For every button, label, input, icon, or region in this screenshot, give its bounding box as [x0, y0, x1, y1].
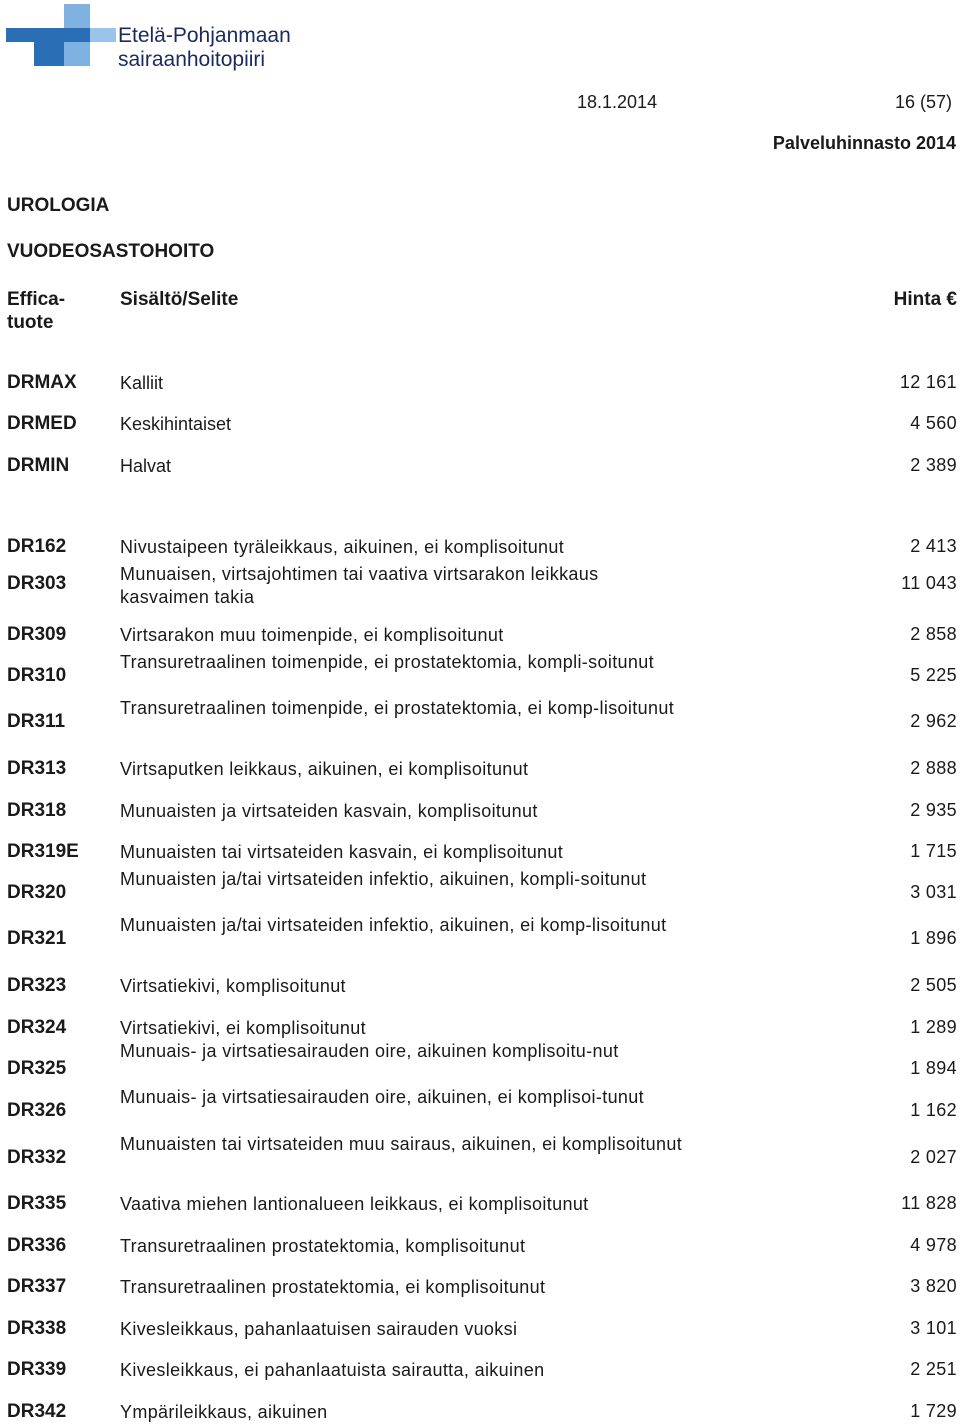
row-price: 11 828	[901, 1193, 957, 1213]
row-price: 4 560	[910, 413, 957, 433]
page-number: 16 (57)	[894, 92, 952, 112]
row-price: 2 935	[910, 800, 957, 820]
row-code: DR318	[7, 800, 67, 821]
row-code: DR336	[7, 1235, 67, 1256]
row-desc: Nivustaipeen tyräleikkaus, aikuinen, ei komplisoitunut	[120, 537, 565, 557]
row-code: DR319E	[7, 841, 79, 862]
row-code: DRMAX	[7, 372, 77, 393]
row-price: 2 962	[910, 711, 957, 731]
row-desc: Munuaisen, virtsajohtimen tai vaativa virtsarakon leikkaus kasvaimen takia	[120, 564, 599, 607]
row-code: DR332	[7, 1147, 67, 1168]
row-code: DR310	[7, 665, 67, 686]
row-price: 1 162	[910, 1100, 957, 1120]
row-desc: Ympärileikkaus, aikuinen	[120, 1402, 328, 1422]
row-desc: Transuretraalinen toimenpide, ei prostatektomia, kompli-soitunut	[120, 652, 654, 672]
row-price: 2 888	[910, 758, 957, 778]
row-code: DR324	[7, 1017, 67, 1038]
row-desc: Transuretraalinen prostatektomia, komplisoitunut	[120, 1236, 526, 1256]
row-desc: Munuaisten ja/tai virtsateiden infektio, aikuinen, ei komp-lisoitunut	[120, 915, 667, 935]
row-desc: Keskihintaiset	[120, 414, 232, 434]
row-price: 2 858	[910, 624, 957, 644]
row-code: DR303	[7, 573, 67, 594]
row-code: DR339	[7, 1359, 67, 1380]
row-desc: Munuaisten tai virtsateiden muu sairaus, aikuinen, ei komplisoitunut	[120, 1134, 683, 1154]
row-price: 4 978	[910, 1235, 957, 1255]
row-price: 3 031	[910, 882, 957, 902]
row-code: DR326	[7, 1100, 67, 1121]
row-desc: Kivesleikkaus, ei pahanlaatuista sairautta, aikuinen	[120, 1360, 545, 1380]
row-desc: Virtsarakon muu toimenpide, ei komplisoitunut	[120, 625, 504, 645]
row-price: 11 043	[901, 573, 957, 593]
row-desc: Virtsatiekivi, komplisoitunut	[120, 976, 346, 996]
row-desc: Munuaisten ja/tai virtsateiden infektio, aikuinen, kompli-soitunut	[120, 869, 647, 889]
row-price: 5 225	[910, 665, 957, 685]
row-price: 1 715	[910, 841, 957, 861]
hospital-district-logo	[6, 4, 326, 71]
logo-line-2: sairaanhoitopiiri	[118, 48, 266, 71]
row-price: 2 027	[910, 1147, 957, 1167]
row-desc: Halvat	[120, 456, 172, 476]
column-header-code-line-2: tuote	[7, 312, 54, 333]
row-desc: Munuais- ja virtsatiesairauden oire, aikuinen komplisoitu-nut	[120, 1041, 619, 1061]
section-subtitle: VUODEOSASTOHOITO	[7, 241, 215, 262]
document-title: Palveluhinnasto 2014	[772, 133, 956, 153]
row-code: DR309	[7, 624, 67, 645]
row-desc: Transuretraalinen toimenpide, ei prostatektomia, ei komp-lisoitunut	[120, 698, 675, 718]
row-desc: Kalliit	[120, 373, 164, 393]
row-code: DR323	[7, 975, 67, 996]
cross-logo-icon	[6, 4, 116, 66]
document-date: 18.1.2014	[577, 92, 658, 112]
row-code: DR321	[7, 928, 67, 949]
logo-wordmark	[118, 24, 291, 72]
row-desc: Munuaisten ja virtsateiden kasvain, komplisoitunut	[120, 801, 538, 821]
row-price: 2 389	[910, 455, 957, 475]
column-header-desc: Sisältö/Selite	[120, 289, 239, 310]
row-price: 1 894	[910, 1058, 957, 1078]
row-code: DR335	[7, 1193, 67, 1214]
row-price: 3 820	[910, 1276, 957, 1296]
row-price: 3 101	[910, 1318, 957, 1338]
column-header-price: Hinta €	[893, 289, 957, 310]
row-code: DRMIN	[7, 455, 70, 476]
row-code: DRMED	[7, 413, 77, 434]
row-desc: Transuretraalinen prostatektomia, ei komplisoitunut	[120, 1277, 546, 1297]
row-price: 1 896	[910, 928, 957, 948]
column-header-code	[7, 288, 65, 334]
row-code: DR337	[7, 1276, 67, 1297]
row-price: 2 505	[910, 975, 957, 995]
row-code: DR325	[7, 1058, 67, 1079]
section-title: UROLOGIA	[7, 195, 110, 216]
row-price: 1 729	[910, 1401, 957, 1421]
row-desc: Kivesleikkaus, pahanlaatuisen sairauden vuoksi	[120, 1319, 518, 1339]
row-code: DR338	[7, 1318, 67, 1339]
row-price: 1 289	[910, 1017, 957, 1037]
row-price: 12 161	[899, 372, 957, 392]
row-code: DR313	[7, 758, 67, 779]
row-desc: Vaativa miehen lantionalueen leikkaus, ei komplisoitunut	[120, 1194, 589, 1214]
row-price: 2 413	[910, 536, 957, 556]
row-code: DR311	[7, 711, 66, 732]
row-code: DR320	[7, 882, 67, 903]
row-price: 2 251	[910, 1359, 957, 1379]
row-code: DR342	[7, 1401, 67, 1422]
logo-line-1: Etelä-Pohjanmaan	[118, 24, 291, 47]
row-desc: Virtsaputken leikkaus, aikuinen, ei komplisoitunut	[120, 759, 529, 779]
row-desc: Munuais- ja virtsatiesairauden oire, aikuinen, ei komplisoi-tunut	[120, 1087, 644, 1107]
row-code: DR162	[7, 536, 67, 557]
row-desc: Munuaisten tai virtsateiden kasvain, ei komplisoitunut	[120, 842, 564, 862]
column-header-code-line-1: Effica-	[7, 289, 66, 310]
row-desc: Virtsatiekivi, ei komplisoitunut	[120, 1018, 366, 1038]
